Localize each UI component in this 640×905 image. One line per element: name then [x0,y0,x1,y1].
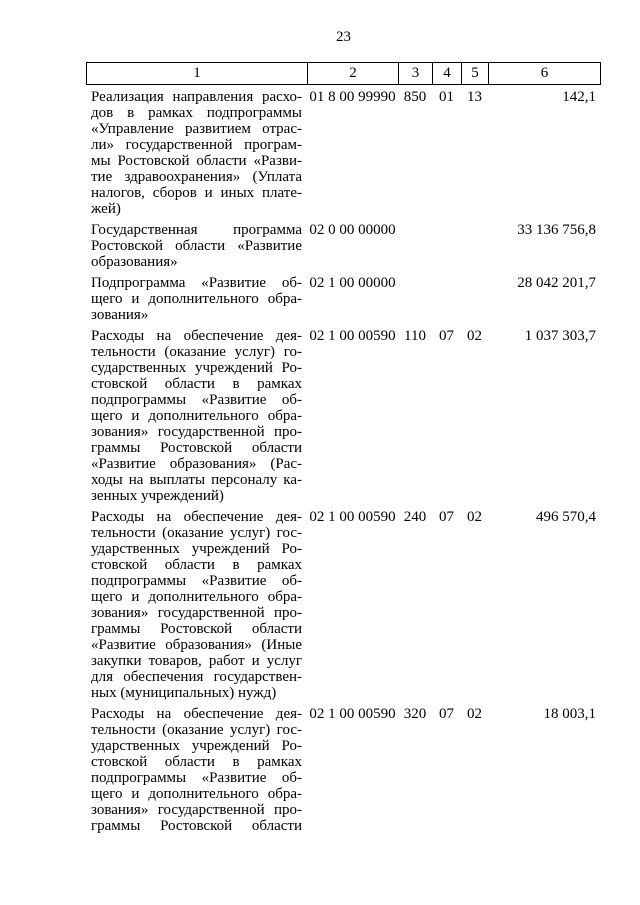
text-line: зования» [91,307,149,323]
text-line: щего и дополнительного обра- [91,408,302,424]
cell-col3 [398,275,432,323]
text-line: тельности (оказание услуг) го- [91,344,302,360]
table-row [86,504,601,701]
text-line: подпрограммы «Развитие об- [91,573,302,589]
cell-col5: 02 [467,328,482,344]
cell-col5 [461,222,488,270]
text-line: налогов, сборов и иных плате- [91,185,302,201]
text-line: зования» государственной про- [91,605,302,621]
text-line: Ростовской области «Развитие [91,238,302,254]
cell-col4 [432,222,461,270]
text-line: граммы Ростовской области [91,818,302,834]
text-line: щего и дополнительного обра- [91,589,302,605]
text-line: стовской области в рамках [91,376,302,392]
header-cell-1: 1 [86,63,307,84]
cell-col6: 18 003,1 [543,706,596,722]
cell-col1 [86,706,307,834]
cell-col4: 01 [439,89,454,105]
text-line: жей) [91,201,121,217]
header-cell-5: 5 [461,63,488,84]
text-line: ударственных учреждений Ро- [91,541,302,557]
text-line: граммы Ростовской области [91,440,302,456]
text-line: тельности (оказание услуг) гос- [91,525,302,541]
text-line: ходы на выплаты персоналу ка- [91,472,302,488]
text-line: ли» государственной програм- [91,137,302,153]
table-row [86,323,601,504]
cell-col2: 01 8 00 99990 [309,89,396,105]
text-line: Расходы на обеспечение дея- [91,328,302,344]
text-line: Государственная программа [91,222,302,238]
text-line: зования» государственной про- [91,802,302,818]
cell-col2: 02 1 00 00590 [309,509,396,525]
text-line: тие здравоохранения» (Уплата [91,169,302,185]
cell-col4: 07 [439,509,454,525]
cell-col3 [398,222,432,270]
cell-col6: 28 042 201,7 [517,275,596,291]
text-line: «Управление развитием отрас- [91,121,302,137]
text-line: Расходы на обеспечение дея- [91,706,302,722]
cell-col3: 320 [403,706,427,722]
text-line: образования» [91,254,178,270]
data-table [86,62,601,834]
text-line: зенных учреждений) [91,488,224,504]
header-cell-2: 2 [307,63,398,84]
header-cell-6: 6 [488,63,601,84]
text-line: Подпрограмма «Развитие об- [91,275,302,291]
text-line: закупки товаров, работ и услуг [91,653,302,669]
cell-col3: 240 [403,509,427,525]
cell-col2: 02 0 00 00000 [309,222,396,238]
cell-col3: 110 [404,328,426,344]
cell-col6: 1 037 303,7 [524,328,596,344]
text-line: граммы Ростовской области [91,621,302,637]
cell-col5: 02 [467,509,482,525]
cell-col5: 02 [467,706,482,722]
cell-col2: 02 1 00 00590 [309,328,396,344]
cell-col5: 13 [467,89,482,105]
table-header [86,62,601,85]
table-row [86,85,601,217]
text-line: ных (муниципальных) нужд) [91,685,277,701]
cell-col3: 850 [403,89,427,105]
cell-col1 [86,222,307,270]
text-line: щего и дополнительного обра- [91,786,302,802]
text-line: Реализация направления расхо- [91,89,302,105]
cell-col1 [86,275,307,323]
header-cell-3: 3 [398,63,432,84]
text-line: стовской области в рамках [91,754,302,770]
text-line: для обеспечения государствен- [91,669,302,685]
cell-col1 [86,509,307,701]
page-number: 23 [336,29,351,45]
cell-col2: 02 1 00 00590 [309,706,396,722]
table-row [86,217,601,270]
header-cell-4: 4 [432,63,461,84]
text-line: «Развитие образования» (Рас- [91,456,302,472]
cell-col1 [86,328,307,504]
text-line: тельности (оказание услуг) гос- [91,722,302,738]
text-line: Расходы на обеспечение дея- [91,509,302,525]
text-line: стовской области в рамках [91,557,302,573]
cell-col5 [461,275,488,323]
cell-col2: 02 1 00 00000 [309,275,396,291]
text-line: подпрограммы «Развитие об- [91,392,302,408]
cell-col6: 33 136 756,8 [517,222,596,238]
cell-col4 [432,275,461,323]
table-row [86,270,601,323]
cell-col4: 07 [439,328,454,344]
text-line: щего и дополнительного обра- [91,291,302,307]
text-line: ударственных учреждений Ро- [91,738,302,754]
text-line: подпрограммы «Развитие об- [91,770,302,786]
cell-col6: 142,1 [562,89,596,105]
text-line: дов в рамках подпрограммы [91,105,302,121]
cell-col4: 07 [439,706,454,722]
cell-col1 [86,89,307,217]
text-line: сударственных учреждений Ро- [91,360,302,376]
cell-col6: 496 570,4 [536,509,596,525]
text-line: зования» государственной про- [91,424,302,440]
text-line: мы Ростовской области «Разви- [91,153,302,169]
text-line: «Развитие образования» (Иные [91,637,302,653]
table-row [86,701,601,834]
